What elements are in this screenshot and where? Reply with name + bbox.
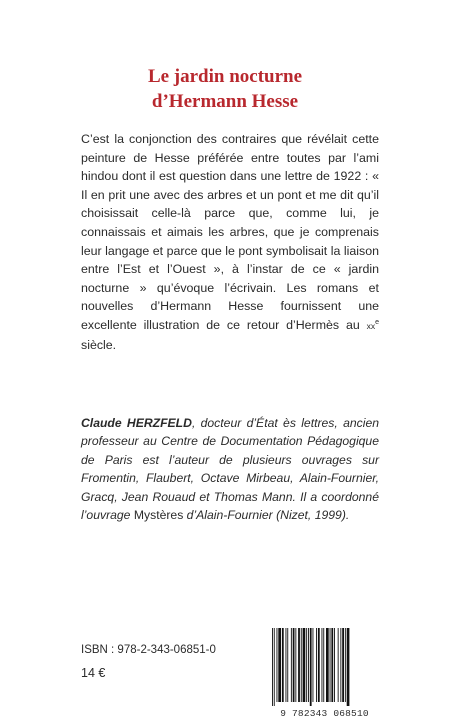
author-name: Claude HERZFELD xyxy=(81,416,192,430)
summary-paragraph xyxy=(81,130,379,354)
author-bio-paragraph xyxy=(81,414,379,524)
barcode-digits: 9 782343 068510 xyxy=(280,708,369,719)
century-superscript: e xyxy=(375,318,379,326)
bio-text-3: (Nizet, 1999). xyxy=(276,508,350,523)
barcode xyxy=(270,628,379,719)
title-line-1: Le jardin nocturne xyxy=(147,66,303,87)
bio-text-2: d’Alain-Fournier xyxy=(183,508,277,523)
title-line-2: d’Hermann Hesse xyxy=(151,91,299,112)
price: 14 € xyxy=(81,666,106,680)
barcode-bars xyxy=(270,628,379,706)
bio-book-title: Mystères xyxy=(133,508,184,523)
bio-text-1: , docteur d’État ès lettres, ancien professeur au Centre de Documentation Pédagogique de Paris est l’auteur de plusieurs ouvrages sur Fromentin, Flaubert, Octave Mirbeau, Alain-Fournier, Gracq, Jean Rouaud et Thomas Mann. Il a coordonné l’ouvrage xyxy=(81,416,380,523)
summary-text-2: siècle. xyxy=(81,337,117,352)
book-title xyxy=(0,64,450,114)
century-numeral: xx xyxy=(366,320,376,331)
summary-text-1: C’est la conjonction des contraires que révélait cette peinture de Hesse préférée entre toutes par l’ami hindou dont il est question dans une lettre de 1922 : « Il en prit une avec des arbres et un pont et me dit qu’il choisissait celle-là parce que, comme lui, je connaissais et aimais les arbres, que je comprenais leur langage et parce que le pont symbolisait la liaison entre l’Est et l’Ouest », à l’instar de ce « jardin nocturne » qu’évoque l’écrivain. Les romans et nouvelles d’Hermann Hesse fournissent une excellente illustration de ce retour d’Hermès au xyxy=(81,132,379,332)
isbn: ISBN : 978-2-343-06851-0 xyxy=(81,644,216,656)
